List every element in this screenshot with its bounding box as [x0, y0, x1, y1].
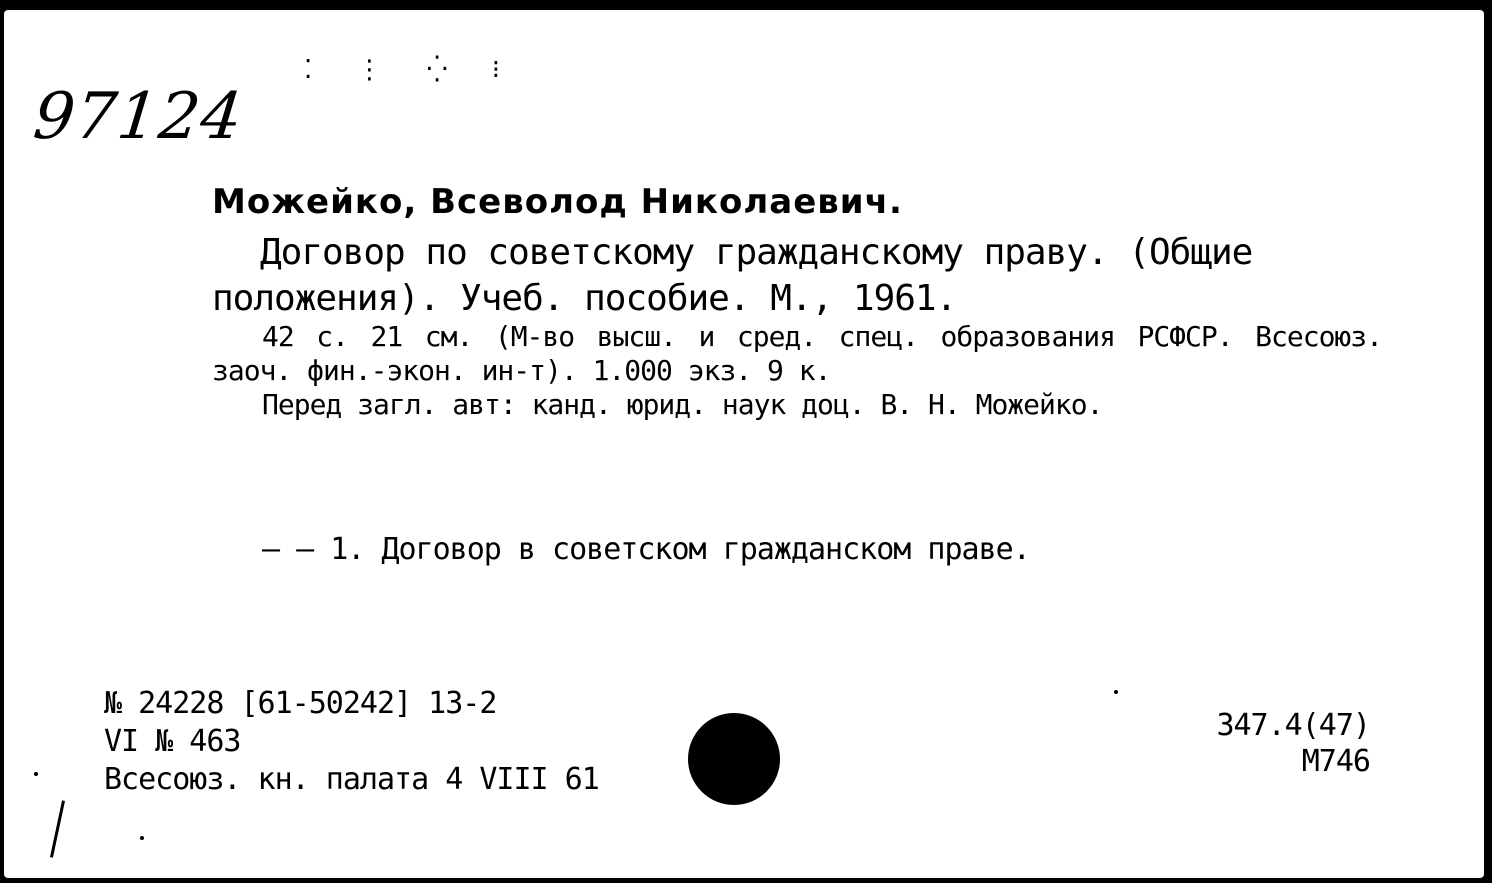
catalog-card: [4, 10, 1484, 878]
pencil-mark: [50, 800, 65, 857]
cutter-number: М746: [1301, 744, 1370, 779]
speck: [140, 836, 144, 840]
footer-line-2: VI № 463: [104, 724, 241, 759]
subject-tracing: — — 1. Договор в советском гражданском праве.: [262, 532, 1030, 567]
author-note: Перед загл. авт: канд. юрид. наук доц. В. Н. Можейко.: [262, 388, 1103, 421]
physical-description: 42 с. 21 см. (М-во высш. и сред. спец. образования РСФСР. Всесоюз. заоч. фин.-экон. ин-т). 1.000 экз. 9 к.: [212, 320, 1382, 387]
classmark: [1216, 708, 1370, 780]
author-heading: Можейко, Всеволод Николаевич.: [212, 182, 903, 222]
punch-hole: [688, 713, 780, 805]
book-title: Договор по советскому гражданскому праву. (Общие положения). Учеб. пособие. М., 1961.: [212, 232, 1253, 319]
udc-code: 347.4(47): [1216, 708, 1370, 743]
handwritten-number: 97124: [30, 80, 247, 154]
speck: [34, 772, 38, 776]
stamp-marks: ⁚ ⋮ ⁛ ⁝: [304, 55, 519, 85]
speck: [1114, 690, 1118, 694]
card-footer: [104, 685, 599, 799]
footer-line-1: № 24228 [61-50242] 13-2: [104, 686, 497, 721]
footer-line-3: Всесоюз. кн. палата 4 VIII 61: [104, 762, 599, 797]
